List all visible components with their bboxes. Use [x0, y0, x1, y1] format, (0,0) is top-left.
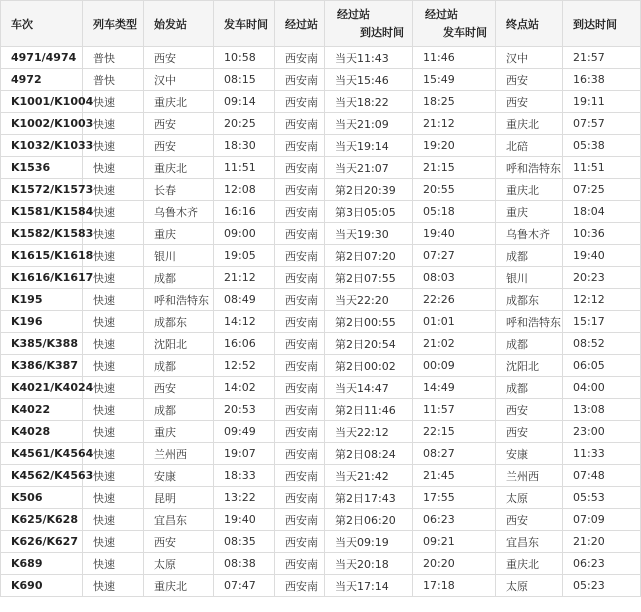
arrival-time-cell: 07:57 [563, 113, 641, 135]
via-departure-cell: 18:25 [413, 91, 496, 113]
via-departure-cell: 14:49 [413, 377, 496, 399]
via-arrival-cell: 第2日07:20 [325, 245, 413, 267]
via-station-cell: 西安南 [275, 267, 325, 289]
type-cell: 快速 [83, 267, 144, 289]
via-departure-cell: 19:40 [413, 223, 496, 245]
departure-time-cell: 12:08 [214, 179, 275, 201]
arrival-time-cell: 05:38 [563, 135, 641, 157]
table-body [1, 47, 641, 597]
table-row [1, 289, 641, 311]
train-cell: K1581/K1584 [1, 201, 83, 223]
train-cell: K4561/K4564 [1, 443, 83, 465]
arrival-time-cell: 07:48 [563, 465, 641, 487]
via-station-cell: 西安南 [275, 91, 325, 113]
terminal-cell: 重庆 [496, 201, 563, 223]
arrival-time-cell: 10:36 [563, 223, 641, 245]
train-cell: K506 [1, 487, 83, 509]
terminal-cell: 西安 [496, 69, 563, 91]
train-cell: K1572/K1573 [1, 179, 83, 201]
arrival-time-cell: 21:57 [563, 47, 641, 69]
via-arrival-cell: 当天14:47 [325, 377, 413, 399]
header-terminal: 终点站 [496, 1, 563, 47]
train-cell: K1002/K1003 [1, 113, 83, 135]
departure-station-cell: 兰州西 [144, 443, 214, 465]
table-row [1, 487, 641, 509]
terminal-cell: 成都 [496, 333, 563, 355]
via-departure-cell: 15:49 [413, 69, 496, 91]
departure-station-cell: 重庆北 [144, 575, 214, 597]
arrival-time-cell: 20:23 [563, 267, 641, 289]
arrival-time-cell: 07:25 [563, 179, 641, 201]
arrival-time-cell: 05:53 [563, 487, 641, 509]
terminal-cell: 沈阳北 [496, 355, 563, 377]
train-cell: K690 [1, 575, 83, 597]
table-row [1, 443, 641, 465]
train-cell: K1001/K1004 [1, 91, 83, 113]
terminal-cell: 成都东 [496, 289, 563, 311]
departure-station-cell: 成都东 [144, 311, 214, 333]
departure-time-cell: 13:22 [214, 487, 275, 509]
via-station-cell: 西安南 [275, 421, 325, 443]
type-cell: 快速 [83, 201, 144, 223]
via-departure-cell: 00:09 [413, 355, 496, 377]
table-row [1, 179, 641, 201]
header-via-departure-bottom: 发车时间 [443, 25, 487, 39]
type-cell: 快速 [83, 289, 144, 311]
via-departure-cell: 22:26 [413, 289, 496, 311]
via-departure-cell: 21:15 [413, 157, 496, 179]
via-departure-cell: 22:15 [413, 421, 496, 443]
departure-time-cell: 14:12 [214, 311, 275, 333]
type-cell: 普快 [83, 69, 144, 91]
train-cell: K1615/K1618 [1, 245, 83, 267]
terminal-cell: 汉中 [496, 47, 563, 69]
departure-time-cell: 19:40 [214, 509, 275, 531]
departure-time-cell: 08:15 [214, 69, 275, 91]
departure-time-cell: 20:25 [214, 113, 275, 135]
table-row [1, 509, 641, 531]
terminal-cell: 重庆北 [496, 113, 563, 135]
via-station-cell: 西安南 [275, 135, 325, 157]
departure-station-cell: 昆明 [144, 487, 214, 509]
departure-time-cell: 09:14 [214, 91, 275, 113]
type-cell: 快速 [83, 421, 144, 443]
table-row [1, 201, 641, 223]
departure-time-cell: 09:00 [214, 223, 275, 245]
via-departure-cell: 08:27 [413, 443, 496, 465]
train-cell: K1582/K1583 [1, 223, 83, 245]
terminal-cell: 宜昌东 [496, 531, 563, 553]
via-station-cell: 西安南 [275, 289, 325, 311]
arrival-time-cell: 12:12 [563, 289, 641, 311]
arrival-time-cell: 18:04 [563, 201, 641, 223]
type-cell: 快速 [83, 553, 144, 575]
header-via-departure [413, 1, 496, 47]
departure-time-cell: 19:07 [214, 443, 275, 465]
table-row [1, 135, 641, 157]
via-arrival-cell: 第2日07:55 [325, 267, 413, 289]
via-station-cell: 西安南 [275, 509, 325, 531]
terminal-cell: 成都 [496, 377, 563, 399]
train-cell: 4971/4974 [1, 47, 83, 69]
arrival-time-cell: 15:17 [563, 311, 641, 333]
table-row [1, 245, 641, 267]
header-departure-station: 始发站 [144, 1, 214, 47]
departure-time-cell: 14:02 [214, 377, 275, 399]
header-via-station: 经过站 [275, 1, 325, 47]
departure-station-cell: 沈阳北 [144, 333, 214, 355]
terminal-cell: 成都 [496, 245, 563, 267]
via-arrival-cell: 当天21:09 [325, 113, 413, 135]
via-station-cell: 西安南 [275, 487, 325, 509]
via-station-cell: 西安南 [275, 575, 325, 597]
via-arrival-cell: 第2日06:20 [325, 509, 413, 531]
departure-station-cell: 呼和浩特东 [144, 289, 214, 311]
terminal-cell: 安康 [496, 443, 563, 465]
terminal-cell: 乌鲁木齐 [496, 223, 563, 245]
via-arrival-cell: 当天22:12 [325, 421, 413, 443]
via-arrival-cell: 当天15:46 [325, 69, 413, 91]
terminal-cell: 太原 [496, 575, 563, 597]
via-station-cell: 西安南 [275, 531, 325, 553]
table-row [1, 333, 641, 355]
table-row [1, 113, 641, 135]
via-arrival-cell: 当天11:43 [325, 47, 413, 69]
type-cell: 快速 [83, 465, 144, 487]
table-row [1, 465, 641, 487]
via-station-cell: 西安南 [275, 47, 325, 69]
via-departure-cell: 07:27 [413, 245, 496, 267]
via-station-cell: 西安南 [275, 443, 325, 465]
arrival-time-cell: 08:52 [563, 333, 641, 355]
header-via-departure-top: 经过站 [425, 7, 458, 21]
via-departure-cell: 06:23 [413, 509, 496, 531]
departure-time-cell: 20:53 [214, 399, 275, 421]
type-cell: 快速 [83, 531, 144, 553]
table-row [1, 421, 641, 443]
arrival-time-cell: 19:11 [563, 91, 641, 113]
via-arrival-cell: 当天18:22 [325, 91, 413, 113]
via-station-cell: 西安南 [275, 69, 325, 91]
via-station-cell: 西安南 [275, 355, 325, 377]
type-cell: 快速 [83, 487, 144, 509]
departure-time-cell: 08:35 [214, 531, 275, 553]
via-station-cell: 西安南 [275, 201, 325, 223]
departure-time-cell: 18:33 [214, 465, 275, 487]
departure-station-cell: 宜昌东 [144, 509, 214, 531]
terminal-cell: 西安 [496, 399, 563, 421]
terminal-cell: 西安 [496, 91, 563, 113]
departure-station-cell: 太原 [144, 553, 214, 575]
departure-time-cell: 11:51 [214, 157, 275, 179]
type-cell: 快速 [83, 245, 144, 267]
departure-time-cell: 16:06 [214, 333, 275, 355]
via-arrival-cell: 第2日20:39 [325, 179, 413, 201]
train-cell: K1032/K1033 [1, 135, 83, 157]
departure-station-cell: 成都 [144, 267, 214, 289]
table-row [1, 575, 641, 597]
via-arrival-cell: 当天19:14 [325, 135, 413, 157]
train-cell: K626/K627 [1, 531, 83, 553]
arrival-time-cell: 19:40 [563, 245, 641, 267]
table-header-row [1, 1, 641, 47]
type-cell: 快速 [83, 179, 144, 201]
terminal-cell: 北碚 [496, 135, 563, 157]
type-cell: 快速 [83, 311, 144, 333]
arrival-time-cell: 07:09 [563, 509, 641, 531]
train-cell: K386/K387 [1, 355, 83, 377]
header-via-arrival [325, 1, 413, 47]
table-row [1, 91, 641, 113]
train-cell: 4972 [1, 69, 83, 91]
table-row [1, 531, 641, 553]
train-cell: K689 [1, 553, 83, 575]
departure-time-cell: 18:30 [214, 135, 275, 157]
arrival-time-cell: 06:23 [563, 553, 641, 575]
departure-station-cell: 西安 [144, 531, 214, 553]
via-departure-cell: 21:12 [413, 113, 496, 135]
via-station-cell: 西安南 [275, 223, 325, 245]
arrival-time-cell: 13:08 [563, 399, 641, 421]
header-departure-time: 发车时间 [214, 1, 275, 47]
train-cell: K625/K628 [1, 509, 83, 531]
via-station-cell: 西安南 [275, 377, 325, 399]
departure-time-cell: 10:58 [214, 47, 275, 69]
departure-station-cell: 安康 [144, 465, 214, 487]
departure-time-cell: 21:12 [214, 267, 275, 289]
departure-station-cell: 银川 [144, 245, 214, 267]
terminal-cell: 银川 [496, 267, 563, 289]
arrival-time-cell: 16:38 [563, 69, 641, 91]
table-row [1, 355, 641, 377]
departure-station-cell: 成都 [144, 355, 214, 377]
via-departure-cell: 17:55 [413, 487, 496, 509]
departure-station-cell: 重庆 [144, 421, 214, 443]
via-arrival-cell: 第2日00:02 [325, 355, 413, 377]
via-departure-cell: 11:46 [413, 47, 496, 69]
train-cell: K4562/K4563 [1, 465, 83, 487]
via-arrival-cell: 当天21:07 [325, 157, 413, 179]
table-row [1, 377, 641, 399]
departure-station-cell: 重庆北 [144, 157, 214, 179]
departure-station-cell: 西安 [144, 377, 214, 399]
departure-time-cell: 16:16 [214, 201, 275, 223]
train-cell: K1616/K1617 [1, 267, 83, 289]
table-row [1, 157, 641, 179]
type-cell: 快速 [83, 333, 144, 355]
header-train: 车次 [1, 1, 83, 47]
via-station-cell: 西安南 [275, 311, 325, 333]
via-arrival-cell: 第2日17:43 [325, 487, 413, 509]
via-arrival-cell: 当天19:30 [325, 223, 413, 245]
arrival-time-cell: 11:51 [563, 157, 641, 179]
via-station-cell: 西安南 [275, 333, 325, 355]
type-cell: 快速 [83, 135, 144, 157]
type-cell: 快速 [83, 355, 144, 377]
terminal-cell: 兰州西 [496, 465, 563, 487]
departure-time-cell: 19:05 [214, 245, 275, 267]
via-arrival-cell: 第2日08:24 [325, 443, 413, 465]
departure-time-cell: 08:49 [214, 289, 275, 311]
train-cell: K4028 [1, 421, 83, 443]
via-station-cell: 西安南 [275, 465, 325, 487]
departure-station-cell: 重庆 [144, 223, 214, 245]
table-row [1, 311, 641, 333]
via-arrival-cell: 当天20:18 [325, 553, 413, 575]
type-cell: 快速 [83, 91, 144, 113]
terminal-cell: 西安 [496, 421, 563, 443]
via-departure-cell: 19:20 [413, 135, 496, 157]
type-cell: 快速 [83, 113, 144, 135]
via-station-cell: 西安南 [275, 553, 325, 575]
via-arrival-cell: 第3日05:05 [325, 201, 413, 223]
header-via-arrival-bottom: 到达时间 [360, 25, 404, 39]
via-arrival-cell: 第2日00:55 [325, 311, 413, 333]
terminal-cell: 重庆北 [496, 179, 563, 201]
train-cell: K1536 [1, 157, 83, 179]
via-departure-cell: 11:57 [413, 399, 496, 421]
departure-time-cell: 09:49 [214, 421, 275, 443]
train-cell: K4021/K4024 [1, 377, 83, 399]
table-row [1, 267, 641, 289]
via-departure-cell: 05:18 [413, 201, 496, 223]
arrival-time-cell: 21:20 [563, 531, 641, 553]
departure-time-cell: 08:38 [214, 553, 275, 575]
via-station-cell: 西安南 [275, 113, 325, 135]
via-station-cell: 西安南 [275, 245, 325, 267]
via-departure-cell: 21:02 [413, 333, 496, 355]
via-station-cell: 西安南 [275, 399, 325, 421]
departure-station-cell: 成都 [144, 399, 214, 421]
via-departure-cell: 08:03 [413, 267, 496, 289]
via-arrival-cell: 第2日11:46 [325, 399, 413, 421]
via-arrival-cell: 当天09:19 [325, 531, 413, 553]
terminal-cell: 西安 [496, 509, 563, 531]
arrival-time-cell: 11:33 [563, 443, 641, 465]
arrival-time-cell: 06:05 [563, 355, 641, 377]
arrival-time-cell: 05:23 [563, 575, 641, 597]
type-cell: 快速 [83, 575, 144, 597]
type-cell: 普快 [83, 47, 144, 69]
via-arrival-cell: 当天22:20 [325, 289, 413, 311]
via-arrival-cell: 当天17:14 [325, 575, 413, 597]
arrival-time-cell: 23:00 [563, 421, 641, 443]
terminal-cell: 重庆北 [496, 553, 563, 575]
type-cell: 快速 [83, 223, 144, 245]
via-arrival-cell: 当天21:42 [325, 465, 413, 487]
via-arrival-cell: 第2日20:54 [325, 333, 413, 355]
terminal-cell: 呼和浩特东 [496, 157, 563, 179]
train-cell: K196 [1, 311, 83, 333]
type-cell: 快速 [83, 377, 144, 399]
via-station-cell: 西安南 [275, 179, 325, 201]
train-cell: K385/K388 [1, 333, 83, 355]
via-departure-cell: 17:18 [413, 575, 496, 597]
header-arrival-time: 到达时间 [563, 1, 641, 47]
type-cell: 快速 [83, 157, 144, 179]
via-departure-cell: 09:21 [413, 531, 496, 553]
departure-station-cell: 乌鲁木齐 [144, 201, 214, 223]
via-departure-cell: 20:20 [413, 553, 496, 575]
table-row [1, 47, 641, 69]
table-row [1, 223, 641, 245]
table-row [1, 399, 641, 421]
type-cell: 快速 [83, 443, 144, 465]
departure-station-cell: 西安 [144, 113, 214, 135]
departure-time-cell: 12:52 [214, 355, 275, 377]
departure-station-cell: 重庆北 [144, 91, 214, 113]
table-row [1, 553, 641, 575]
type-cell: 快速 [83, 509, 144, 531]
departure-station-cell: 长春 [144, 179, 214, 201]
arrival-time-cell: 04:00 [563, 377, 641, 399]
type-cell: 快速 [83, 399, 144, 421]
train-cell: K4022 [1, 399, 83, 421]
terminal-cell: 太原 [496, 487, 563, 509]
departure-station-cell: 汉中 [144, 69, 214, 91]
departure-station-cell: 西安 [144, 47, 214, 69]
header-type: 列车类型 [83, 1, 144, 47]
departure-station-cell: 西安 [144, 135, 214, 157]
terminal-cell: 呼和浩特东 [496, 311, 563, 333]
via-departure-cell: 01:01 [413, 311, 496, 333]
table-row [1, 69, 641, 91]
via-departure-cell: 20:55 [413, 179, 496, 201]
via-station-cell: 西安南 [275, 157, 325, 179]
train-cell: K195 [1, 289, 83, 311]
via-departure-cell: 21:45 [413, 465, 496, 487]
header-via-arrival-top: 经过站 [337, 7, 370, 21]
departure-time-cell: 07:47 [214, 575, 275, 597]
